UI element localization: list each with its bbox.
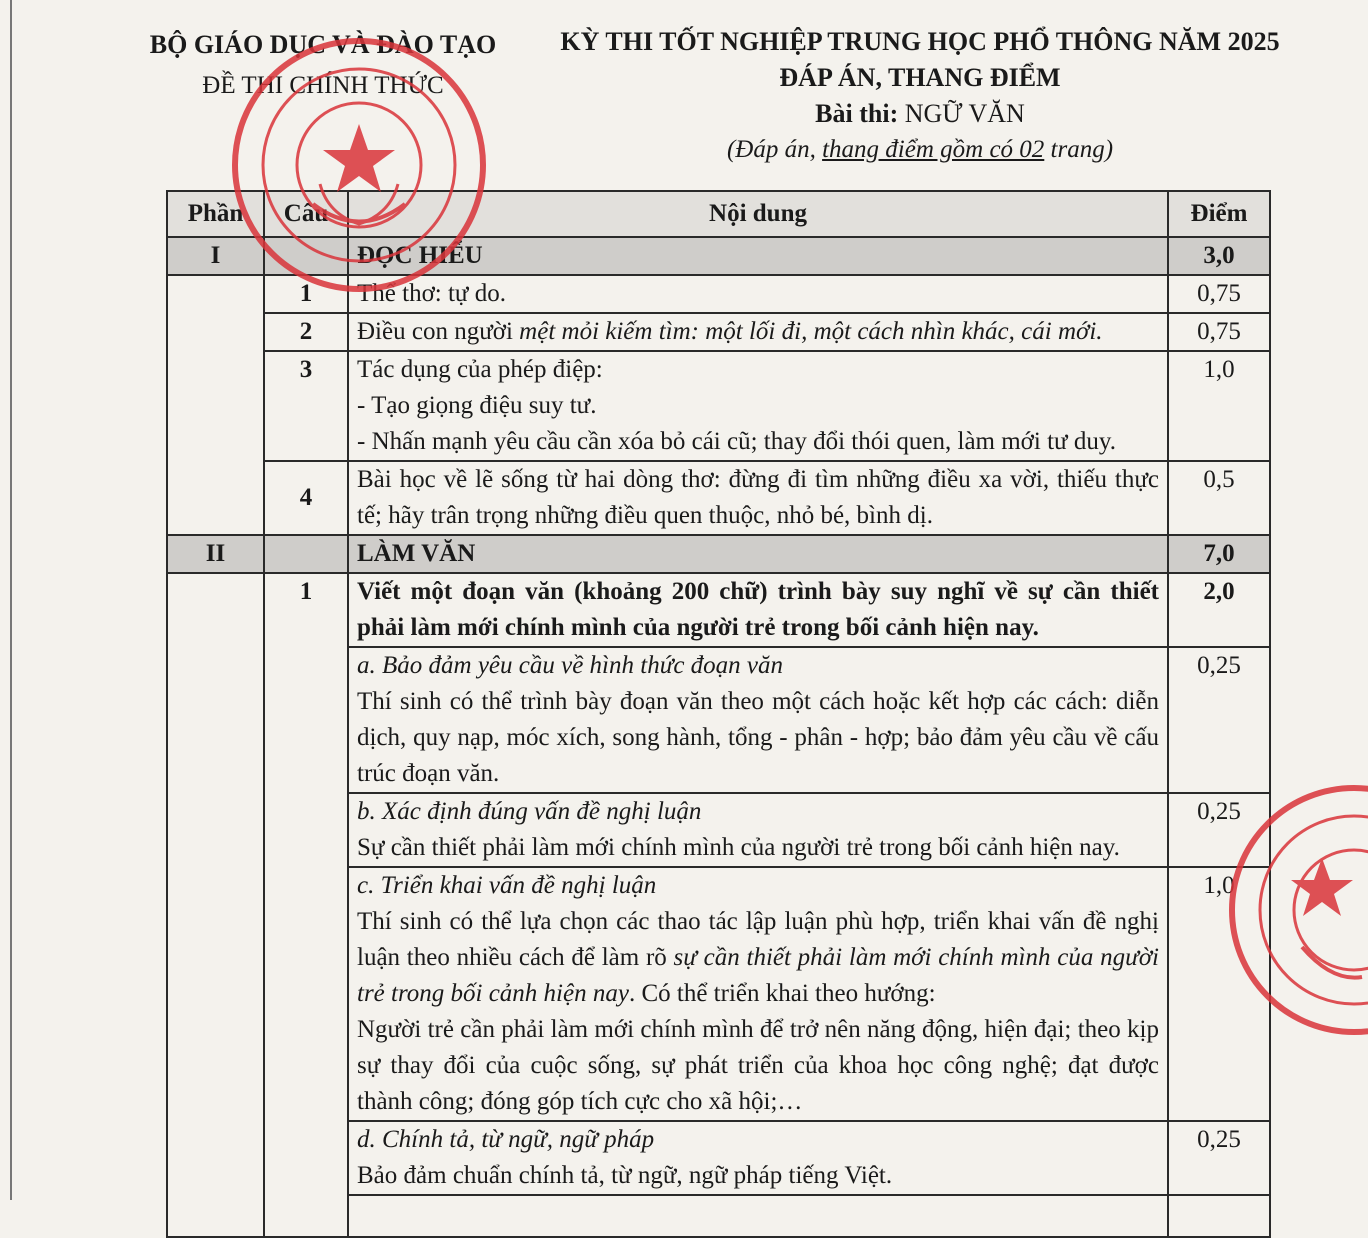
table-row xyxy=(167,351,1270,461)
criterion-title: a. Bảo đảm yêu cầu về hình thức đoạn văn xyxy=(357,652,784,679)
criterion-title: c. Triển khai vấn đề nghị luận xyxy=(357,872,657,899)
answer-score: 0,5 xyxy=(1168,461,1270,535)
answer-text xyxy=(348,351,1168,461)
question-number: 1 xyxy=(264,573,348,1237)
table-row xyxy=(167,275,1270,313)
answer-score: 1,0 xyxy=(1168,351,1270,461)
answer-score: 0,25 xyxy=(1168,1121,1270,1195)
section-empty-cell xyxy=(264,535,348,573)
answer-score: 1,0 xyxy=(1168,867,1270,1121)
cut-off-score-cell xyxy=(1168,1195,1270,1237)
col-header-question: Câu xyxy=(264,191,348,237)
answer-key-title: ĐÁP ÁN, THANG ĐIỂM xyxy=(779,63,1061,92)
question-number: 4 xyxy=(264,461,348,535)
question-number: 2 xyxy=(264,313,348,351)
section-part: II xyxy=(167,535,264,573)
section-score: 3,0 xyxy=(1168,237,1270,275)
cut-off-cell xyxy=(348,1195,1168,1237)
edge-seal-star-icon xyxy=(1291,858,1353,916)
section-row-reading xyxy=(167,237,1270,275)
table-header-row xyxy=(167,191,1270,237)
criterion-body: Thí sinh có thể trình bày đoạn văn theo một cách hoặc kết hợp các cách: diễn dịch, quy nạp, móc xích, song hành, tổng - phân - hợp; bảo đảm yêu cầu về cấu trúc đoạn văn. xyxy=(357,688,1159,787)
criterion-body-italic: sự cần thiết phải làm mới chính mình của người trẻ trong bối cảnh hiện nay xyxy=(357,944,1159,1007)
section-part: I xyxy=(167,237,264,275)
page-count-suffix: trang) xyxy=(1044,136,1114,163)
criterion-d xyxy=(348,1121,1168,1195)
answer-score: 2,0 xyxy=(1168,573,1270,647)
ministry-name: BỘ GIÁO DỤC VÀ ĐÀO TẠO xyxy=(149,30,497,59)
section-title: ĐỌC HIỂU xyxy=(348,237,1168,275)
answer-score: 0,25 xyxy=(1168,647,1270,793)
section-row-writing xyxy=(167,535,1270,573)
answer-score: 0,75 xyxy=(1168,275,1270,313)
criterion-body-text: Thí sinh có thể lựa chọn các thao tác lập luận phù hợp, triển khai vấn đề nghị luận theo nhiều cách để làm rõ xyxy=(357,908,1159,971)
section-score: 7,0 xyxy=(1168,535,1270,573)
criterion-body: Sự cần thiết phải làm mới chính mình của người trẻ trong bối cảnh hiện nay. xyxy=(357,834,1120,861)
table-row xyxy=(167,461,1270,535)
criterion-title: d. Chính tả, từ ngữ, ngữ pháp xyxy=(357,1126,655,1153)
answer-text-italic: mệt mỏi kiếm tìm: một lối đi, một cách nhìn khác, cái mới. xyxy=(519,318,1103,345)
writing-prompt: Viết một đoạn văn (khoảng 200 chữ) trình bày suy nghĩ về sự cần thiết phải làm mới chính mình của người trẻ trong bối cảnh hiện nay. xyxy=(348,573,1168,647)
seal-star-icon xyxy=(323,124,395,192)
subject-line xyxy=(540,96,1300,132)
answer-table xyxy=(166,190,1271,1238)
subject-label: Bài thi: xyxy=(815,99,905,128)
criterion-body xyxy=(357,904,1159,1012)
criterion-body-end: . Có thể triển khai theo hướng: xyxy=(628,980,936,1007)
table-row xyxy=(167,573,1270,647)
page-count-prefix: (Đáp án, xyxy=(726,136,823,163)
criterion-body-2: Người trẻ cần phải làm mới chính mình để trở nên năng động, hiện đại; theo kịp sự thay đổi của cuộc sống, sự phát triển của khoa học công nghệ; đạt được thành công; đóng góp tích cực cho xã hội;… xyxy=(357,1016,1159,1115)
section-title: LÀM VĂN xyxy=(348,535,1168,573)
page-count-note xyxy=(540,132,1300,168)
table-row xyxy=(167,313,1270,351)
criterion-body: Bảo đảm chuẩn chính tả, từ ngữ, ngữ pháp tiếng Việt. xyxy=(357,1162,893,1189)
scan-edge-line xyxy=(10,0,12,1200)
answer-line: - Tạo giọng điệu suy tư. xyxy=(357,392,597,419)
header-left xyxy=(128,30,518,100)
answer-text: Bài học về lẽ sống từ hai dòng thơ: đừng đi tìm những điều xa vời, thiếu thực tế; hãy trân trọng những điều quen thuộc, nhỏ bé, bình dị. xyxy=(348,461,1168,535)
header-right xyxy=(540,24,1300,168)
answer-line: Tác dụng của phép điệp: xyxy=(357,356,603,383)
answer-line: - Nhấn mạnh yêu cầu cần xóa bỏ cái cũ; thay đổi thói quen, làm mới tư duy. xyxy=(357,428,1116,455)
criterion-c xyxy=(348,867,1168,1121)
criterion-title: b. Xác định đúng vấn đề nghị luận xyxy=(357,798,702,825)
col-header-content: Nội dung xyxy=(348,191,1168,237)
answer-text-prefix: Điều con người xyxy=(357,318,520,345)
question-number: 3 xyxy=(264,351,348,461)
question-number: 1 xyxy=(264,275,348,313)
criterion-a xyxy=(348,647,1168,793)
answer-text: Thể thơ: tự do. xyxy=(348,275,1168,313)
answer-text xyxy=(348,313,1168,351)
criterion-b xyxy=(348,793,1168,867)
subject-name: NGỮ VĂN xyxy=(904,99,1025,128)
col-header-score: Điểm xyxy=(1168,191,1270,237)
answer-score: 0,25 xyxy=(1168,793,1270,867)
section-empty-cell xyxy=(264,237,348,275)
page-count-underlined: thang điểm gồm có 02 xyxy=(822,136,1045,163)
answer-score: 0,75 xyxy=(1168,313,1270,351)
exam-title: KỲ THI TỐT NGHIỆP TRUNG HỌC PHỔ THÔNG NĂM 2025 xyxy=(560,27,1280,56)
official-exam-label: ĐỀ THI CHÍNH THỨC xyxy=(202,72,444,99)
col-header-part: Phần xyxy=(167,191,264,237)
part-empty-cell xyxy=(167,573,264,1237)
part-empty-cell xyxy=(167,275,264,535)
